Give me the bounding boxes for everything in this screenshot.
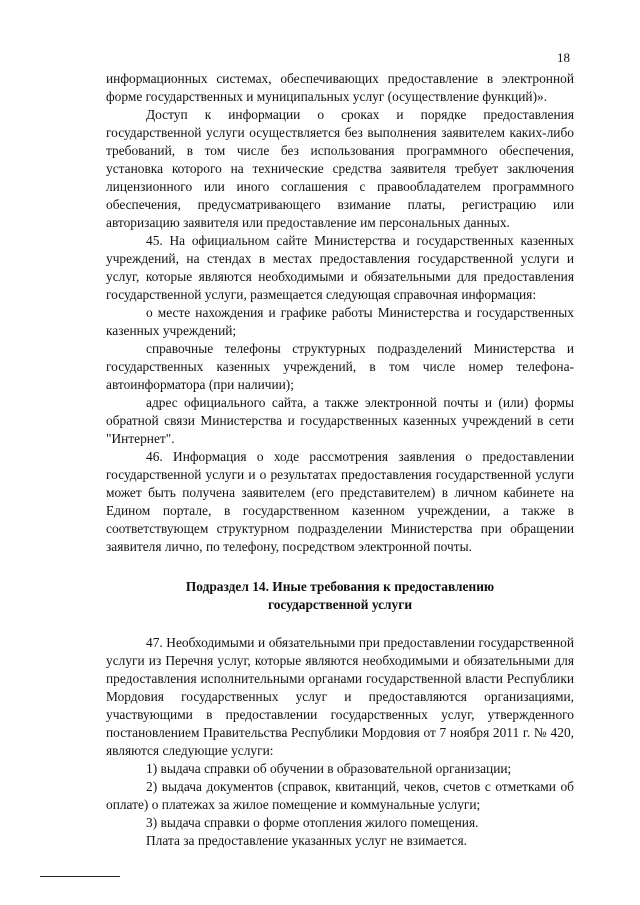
list-item: 1) выдача справки об обучении в образовательной организации; <box>146 761 512 776</box>
heading-line: Подраздел 14. Иные требования к предоставлению <box>185 579 495 594</box>
paragraph: о месте нахождения и графике работы Министерства и государственных казенных учреждений; <box>106 305 574 338</box>
list-item: 3) выдача справки о форме отопления жилого помещения. <box>146 815 479 830</box>
paragraph: 46. Информация о ходе рассмотрения заявления о предоставлении государственной услуги и о результатах предоставления государственной услуги может быть получена заявителем (его представителем) в личном кабинете на Едином портале, в государственном казенном учреждении, а также в соответствующем структурном подразделении Министерства при обращении заявителя лично, по телефону, посредством электронной почты. <box>106 449 574 554</box>
section-heading <box>106 578 574 614</box>
paragraph: информационных системах, обеспечивающих предоставление в электронной форме государственных и муниципальных услуг (осуществление функций)». <box>106 71 574 104</box>
document-body <box>106 70 574 850</box>
paragraph: 45. На официальном сайте Министерства и государственных казенных учреждений, на стендах в местах предоставления государственной услуги и услуг, которые являются необходимыми и обязательными для предоставления государственной услуги, размещается следующая справочная информация: <box>106 233 574 302</box>
paragraph: Плата за предоставление указанных услуг не взимается. <box>146 833 467 848</box>
footnote-rule <box>40 876 120 877</box>
heading-line: государственной услуги <box>267 597 413 612</box>
paragraph: 47. Необходимыми и обязательными при предоставлении государственной услуги из Перечня услуг, которые являются необходимыми и обязательными для предоставления исполнительными органами государственной власти Республики Мордовия государственных услуг и предоставляются организациями, участвующими в предоставлении государственных услуг, утвержденного постановлением Правительства Республики Мордовия от 7 ноября 2011 г. № 420, являются следующие услуги: <box>106 635 574 758</box>
top-paragraphs <box>106 70 574 556</box>
bottom-paragraphs <box>106 634 574 850</box>
paragraph: Доступ к информации о сроках и порядке предоставления государственной услуги осуществляется без выполнения заявителем каких-либо требований, в том числе без использования программного обеспечения, установка которого на технические средства заявителя требует заключения лицензионного или иного соглашения с правообладателем программного обеспечения, предусматривающего взимание платы, регистрацию или авторизацию заявителя или предоставление им персональных данных. <box>106 107 574 230</box>
paragraph: адрес официального сайта, а также электронной почты и (или) формы обратной связи Министерства и государственных казенных учреждений в сети "Интернет". <box>106 395 574 446</box>
page-number: 18 <box>557 50 570 65</box>
paragraph: справочные телефоны структурных подразделений Министерства и государственных казенных учреждений, в том числе номер телефона-автоинформатора (при наличии); <box>106 341 574 392</box>
list-item: 2) выдача документов (справок, квитанций, чеков, счетов с отметками об оплате) о платежах за жилое помещение и коммунальные услуги; <box>106 779 574 812</box>
